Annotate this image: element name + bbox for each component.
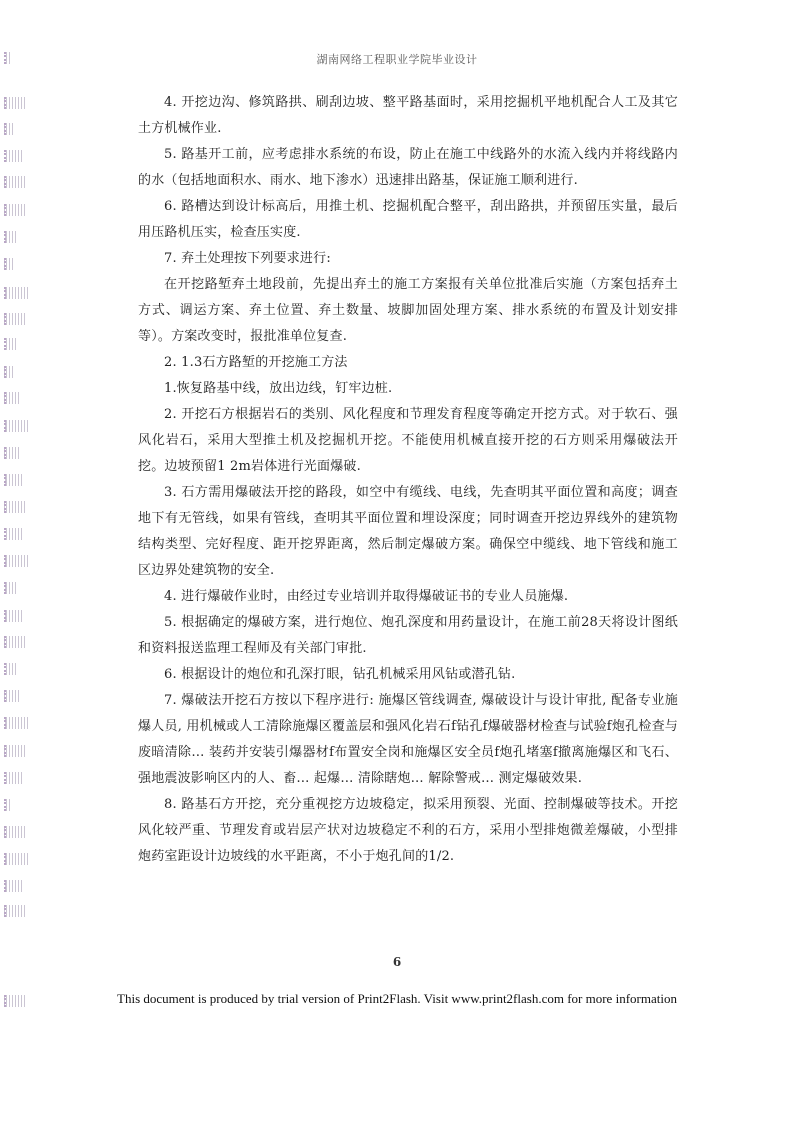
- scan-margin-artifacts: [4, 0, 28, 1010]
- paragraph: 7. 爆破法开挖石方按以下程序进行: 施爆区管线调查, 爆破设计与设计审批, 配备专业施爆人员, 用机械或人工清除施爆区覆盖层和强风化岩石f钻孔f爆破器材检查与试验f炮孔检查与废暗清除… 装药并安装引爆器材f布置安全岗和施爆区安全员f炮孔堵塞f撤离施爆区和飞石、强地震波影响区内的人、畜… 起爆… 清除瞎炮… 解除警戒… 测定爆破效果.: [138, 693, 678, 786]
- paragraph: 5. 根据确定的爆破方案，进行炮位、炮孔深度和用药量设计，在施工前28天将设计图纸和资料报送监理工程师及有关部门审批.: [138, 615, 678, 656]
- paragraph: 7. 弃土处理按下列要求进行:: [164, 251, 331, 266]
- page-number: 6: [392, 955, 402, 969]
- paragraph: 在开挖路堑弃土地段前，先提出弃土的施工方案报有关单位批准后实施（方案包括弃土方式、调运方案、弃土位置、弃土数量、坡脚加固处理方案、排水系统的布置及计划安排等）。方案改变时，报批准单位复查.: [138, 277, 678, 344]
- paragraph: 4. 开挖边沟、修筑路拱、刷刮边坡、整平路基面时，采用挖掘机平地机配合人工及其它土方机械作业.: [138, 95, 678, 136]
- body-text: [138, 90, 678, 870]
- trial-footer: This document is produced by trial version of Print2Flash. Visit www.print2flash.com for more information: [117, 991, 677, 1006]
- paragraph: 3. 石方需用爆破法开挖的路段，如空中有缆线、电线，先查明其平面位置和高度；调查地下有无管线，如果有管线，查明其平面位置和埋设深度；同时调查开挖边界线外的建筑物结构类型、完好程度、距开挖界距离，然后制定爆破方案。确保空中缆线、地下管线和施工区边界处建筑物的安全.: [138, 485, 678, 578]
- paragraph: 1.恢复路基中线，放出边线，钉牢边桩.: [164, 381, 393, 396]
- page-header: 湖南网络工程职业学院毕业设计: [316, 53, 478, 66]
- paragraph: 6. 根据设计的炮位和孔深打眼，钻孔机械采用风钻或潜孔钻.: [164, 667, 516, 682]
- paragraph: 8. 路基石方开挖，充分重视挖方边坡稳定，拟采用预裂、光面、控制爆破等技术。开挖风化较严重、节理发育或岩层产状对边坡稳定不利的石方，采用小型排炮微差爆破，小型排炮药室距设计边坡线的水平距离，不小于炮孔间的1/2.: [138, 797, 678, 864]
- section-heading: 2. 1.3石方路堑的开挖施工方法: [164, 355, 348, 370]
- paragraph: 5. 路基开工前，应考虑排水系统的布设，防止在施工中线路外的水流入线内并将线路内的水（包括地面积水、雨水、地下渗水）迅速排出路基，保证施工顺利进行.: [138, 147, 678, 188]
- paragraph: 2. 开挖石方根据岩石的类别、风化程度和节理发育程度等确定开挖方式。对于软石、强风化岩石，采用大型推土机及挖掘机开挖。不能使用机械直接开挖的石方则采用爆破法开挖。边坡预留1 2m岩体进行光面爆破.: [138, 407, 678, 474]
- paragraph: 6. 路槽达到设计标高后，用推土机、挖掘机配合整平，刮出路拱，并预留压实量，最后用压路机压实，检查压实度.: [138, 199, 678, 240]
- paragraph: 4. 进行爆破作业时，由经过专业培训并取得爆破证书的专业人员施爆.: [164, 589, 569, 604]
